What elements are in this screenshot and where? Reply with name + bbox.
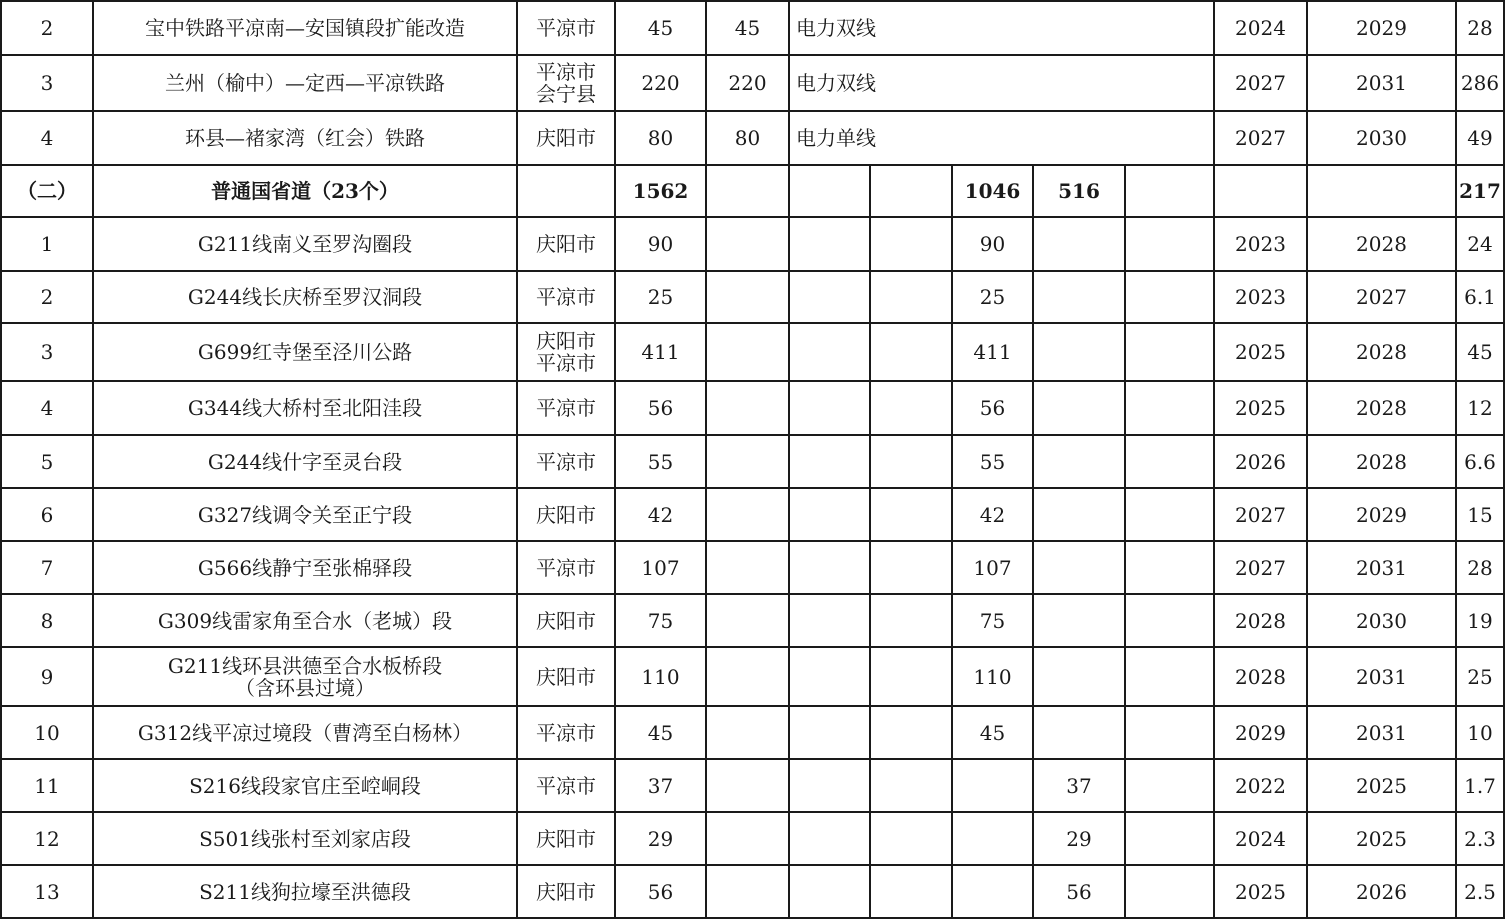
cell-empty [870, 165, 952, 217]
project-name: G211线环县洪德至合水板桥段 （含环县过境） [93, 647, 517, 706]
cell-empty [789, 647, 870, 706]
project-name: G309线雷家角至合水（老城）段 [93, 594, 517, 647]
grade-3-length: 56 [1033, 865, 1125, 918]
grade-2-length [952, 759, 1033, 812]
length-total: 45 [615, 706, 706, 759]
project-name: S216线段家官庄至崆峒段 [93, 759, 517, 812]
end-year: 2031 [1307, 541, 1456, 594]
end-year: 2025 [1307, 759, 1456, 812]
row-number: 12 [1, 812, 93, 865]
row-number: 13 [1, 865, 93, 918]
cell-empty [789, 812, 870, 865]
location: 庆阳市 [517, 865, 615, 918]
cell-empty [870, 812, 952, 865]
end-year: 2028 [1307, 381, 1456, 435]
location: 平凉市 [517, 759, 615, 812]
table-row [1, 1, 1504, 55]
row-number: 11 [1, 759, 93, 812]
cell-empty [1125, 865, 1214, 918]
row-number: 4 [1, 111, 93, 165]
investment: 45 [1456, 323, 1504, 381]
table-row [1, 435, 1504, 488]
cell-empty [789, 865, 870, 918]
length-total: 37 [615, 759, 706, 812]
table-row [1, 759, 1504, 812]
tech-standard: 电力双线 [789, 55, 1214, 111]
length-total: 56 [615, 381, 706, 435]
length-total: 55 [615, 435, 706, 488]
cell-empty [789, 594, 870, 647]
cell-empty [870, 217, 952, 271]
project-name: 环县—褚家湾（红会）铁路 [93, 111, 517, 165]
start-year: 2023 [1214, 217, 1307, 271]
length-new: 220 [706, 55, 789, 111]
tech-standard: 电力双线 [789, 1, 1214, 55]
length-new [706, 165, 789, 217]
grade-3-length [1033, 217, 1125, 271]
cell-empty [706, 323, 789, 381]
row-number: 2 [1, 271, 93, 323]
location [517, 165, 615, 217]
cell-empty [1125, 217, 1214, 271]
start-year: 2023 [1214, 271, 1307, 323]
cell-empty [1125, 812, 1214, 865]
end-year: 2031 [1307, 706, 1456, 759]
grade-3-length [1033, 594, 1125, 647]
row-number: 7 [1, 541, 93, 594]
cell-empty [706, 647, 789, 706]
start-year: 2028 [1214, 647, 1307, 706]
row-number: 4 [1, 381, 93, 435]
investment: 217 [1456, 165, 1504, 217]
length-new: 45 [706, 1, 789, 55]
length-total: 107 [615, 541, 706, 594]
cell-empty [789, 435, 870, 488]
location: 庆阳市 [517, 647, 615, 706]
row-number: （二） [1, 165, 93, 217]
start-year: 2027 [1214, 488, 1307, 541]
cell-empty [870, 706, 952, 759]
table-row [1, 865, 1504, 918]
investment: 28 [1456, 541, 1504, 594]
cell-empty [789, 217, 870, 271]
cell-empty [1125, 759, 1214, 812]
location: 平凉市 [517, 381, 615, 435]
table-row [1, 488, 1504, 541]
cell-empty [789, 541, 870, 594]
cell-empty [870, 759, 952, 812]
project-name: S211线狗拉壕至洪德段 [93, 865, 517, 918]
location: 庆阳市 [517, 812, 615, 865]
project-name: G244线什字至灵台段 [93, 435, 517, 488]
investment: 19 [1456, 594, 1504, 647]
grade-3-length: 516 [1033, 165, 1125, 217]
cell-empty [789, 759, 870, 812]
grade-2-length: 56 [952, 381, 1033, 435]
investment: 2.5 [1456, 865, 1504, 918]
investment: 6.6 [1456, 435, 1504, 488]
row-number: 8 [1, 594, 93, 647]
cell-empty [706, 271, 789, 323]
cell-empty [870, 594, 952, 647]
row-number: 9 [1, 647, 93, 706]
end-year: 2031 [1307, 647, 1456, 706]
length-total: 42 [615, 488, 706, 541]
cell-empty [789, 381, 870, 435]
table-row [1, 217, 1504, 271]
length-total: 25 [615, 271, 706, 323]
grade-2-length [952, 812, 1033, 865]
grade-3-length: 37 [1033, 759, 1125, 812]
cell-empty [706, 435, 789, 488]
length-new: 80 [706, 111, 789, 165]
start-year: 2024 [1214, 1, 1307, 55]
cell-empty [870, 488, 952, 541]
grade-2-length: 45 [952, 706, 1033, 759]
table-row [1, 594, 1504, 647]
end-year: 2029 [1307, 488, 1456, 541]
location: 平凉市 [517, 271, 615, 323]
cell-empty [706, 759, 789, 812]
cell-empty [870, 271, 952, 323]
end-year: 2029 [1307, 1, 1456, 55]
grade-2-length [952, 865, 1033, 918]
start-year: 2029 [1214, 706, 1307, 759]
table-row [1, 111, 1504, 165]
start-year: 2022 [1214, 759, 1307, 812]
end-year: 2031 [1307, 55, 1456, 111]
project-name: S501线张村至刘家店段 [93, 812, 517, 865]
location: 平凉市 [517, 706, 615, 759]
investment: 49 [1456, 111, 1504, 165]
investment: 15 [1456, 488, 1504, 541]
project-name: G244线长庆桥至罗汉洞段 [93, 271, 517, 323]
table-row [1, 381, 1504, 435]
length-total: 90 [615, 217, 706, 271]
end-year: 2028 [1307, 217, 1456, 271]
start-year: 2027 [1214, 541, 1307, 594]
grade-3-length [1033, 271, 1125, 323]
cell-empty [706, 541, 789, 594]
cell-empty [789, 271, 870, 323]
cell-empty [706, 812, 789, 865]
project-name: G211线南义至罗沟圈段 [93, 217, 517, 271]
start-year: 2024 [1214, 812, 1307, 865]
location: 平凉市 [517, 1, 615, 55]
cell-empty [1125, 165, 1214, 217]
location: 庆阳市 [517, 594, 615, 647]
cell-empty [789, 323, 870, 381]
grade-2-length: 55 [952, 435, 1033, 488]
cell-empty [1125, 323, 1214, 381]
grade-3-length [1033, 435, 1125, 488]
project-name: G312线平凉过境段（曹湾至白杨林） [93, 706, 517, 759]
project-name: 普通国省道（23个） [93, 165, 517, 217]
cell-empty [789, 488, 870, 541]
investment: 28 [1456, 1, 1504, 55]
table-row [1, 55, 1504, 111]
cell-empty [706, 594, 789, 647]
row-number: 3 [1, 55, 93, 111]
grade-2-length: 75 [952, 594, 1033, 647]
cell-empty [1125, 594, 1214, 647]
table-row [1, 812, 1504, 865]
cell-empty [789, 165, 870, 217]
cell-empty [1125, 488, 1214, 541]
grade-3-length [1033, 541, 1125, 594]
location: 庆阳市 [517, 111, 615, 165]
grade-3-length [1033, 381, 1125, 435]
start-year: 2027 [1214, 55, 1307, 111]
length-total: 411 [615, 323, 706, 381]
location: 平凉市 [517, 541, 615, 594]
length-total: 45 [615, 1, 706, 55]
project-name: 宝中铁路平凉南—安国镇段扩能改造 [93, 1, 517, 55]
end-year: 2028 [1307, 323, 1456, 381]
grade-2-length: 411 [952, 323, 1033, 381]
end-year: 2025 [1307, 812, 1456, 865]
investment: 25 [1456, 647, 1504, 706]
cell-empty [870, 647, 952, 706]
end-year: 2028 [1307, 435, 1456, 488]
investment: 12 [1456, 381, 1504, 435]
grade-3-length [1033, 488, 1125, 541]
length-total: 1562 [615, 165, 706, 217]
start-year: 2025 [1214, 381, 1307, 435]
grade-2-length: 1046 [952, 165, 1033, 217]
cell-empty [1125, 647, 1214, 706]
project-name: G566线静宁至张棉驿段 [93, 541, 517, 594]
start-year: 2027 [1214, 111, 1307, 165]
table-row [1, 541, 1504, 594]
grade-2-length: 90 [952, 217, 1033, 271]
cell-empty [870, 381, 952, 435]
cell-empty [706, 217, 789, 271]
row-number: 2 [1, 1, 93, 55]
project-name: G699红寺堡至泾川公路 [93, 323, 517, 381]
investment: 24 [1456, 217, 1504, 271]
grade-3-length [1033, 323, 1125, 381]
cell-empty [1125, 381, 1214, 435]
row-number: 1 [1, 217, 93, 271]
grade-2-length: 25 [952, 271, 1033, 323]
start-year: 2025 [1214, 323, 1307, 381]
grade-2-length: 42 [952, 488, 1033, 541]
cell-empty [706, 865, 789, 918]
grade-3-length: 29 [1033, 812, 1125, 865]
investment: 10 [1456, 706, 1504, 759]
location: 平凉市 [517, 435, 615, 488]
start-year: 2026 [1214, 435, 1307, 488]
row-number: 3 [1, 323, 93, 381]
location: 平凉市 会宁县 [517, 55, 615, 111]
investment: 1.7 [1456, 759, 1504, 812]
cell-empty [870, 323, 952, 381]
start-year: 2025 [1214, 865, 1307, 918]
start-year: 2028 [1214, 594, 1307, 647]
start-year [1214, 165, 1307, 217]
project-name: G327线调令关至正宁段 [93, 488, 517, 541]
cell-empty [870, 435, 952, 488]
end-year: 2030 [1307, 111, 1456, 165]
table-row [1, 271, 1504, 323]
project-name: G344线大桥村至北阳洼段 [93, 381, 517, 435]
length-total: 220 [615, 55, 706, 111]
section-row [1, 165, 1504, 217]
tech-standard: 电力单线 [789, 111, 1214, 165]
cell-empty [1125, 271, 1214, 323]
row-number: 5 [1, 435, 93, 488]
table-body [1, 1, 1504, 918]
cell-empty [789, 706, 870, 759]
cell-empty [1125, 541, 1214, 594]
location: 庆阳市 平凉市 [517, 323, 615, 381]
table-row [1, 647, 1504, 706]
length-total: 110 [615, 647, 706, 706]
grade-3-length [1033, 647, 1125, 706]
table-row [1, 706, 1504, 759]
cell-empty [870, 865, 952, 918]
length-total: 75 [615, 594, 706, 647]
grade-2-length: 110 [952, 647, 1033, 706]
grade-3-length [1033, 706, 1125, 759]
cell-empty [1125, 706, 1214, 759]
end-year: 2027 [1307, 271, 1456, 323]
location: 庆阳市 [517, 488, 615, 541]
end-year [1307, 165, 1456, 217]
row-number: 6 [1, 488, 93, 541]
cell-empty [706, 706, 789, 759]
length-total: 56 [615, 865, 706, 918]
end-year: 2030 [1307, 594, 1456, 647]
cell-empty [706, 488, 789, 541]
end-year: 2026 [1307, 865, 1456, 918]
grade-2-length: 107 [952, 541, 1033, 594]
cell-empty [706, 381, 789, 435]
length-total: 29 [615, 812, 706, 865]
row-number: 10 [1, 706, 93, 759]
investment: 6.1 [1456, 271, 1504, 323]
project-name: 兰州（榆中）—定西—平凉铁路 [93, 55, 517, 111]
cell-empty [1125, 435, 1214, 488]
cell-empty [870, 541, 952, 594]
investment: 286 [1456, 55, 1504, 111]
length-total: 80 [615, 111, 706, 165]
investment: 2.3 [1456, 812, 1504, 865]
location: 庆阳市 [517, 217, 615, 271]
table-row [1, 323, 1504, 381]
